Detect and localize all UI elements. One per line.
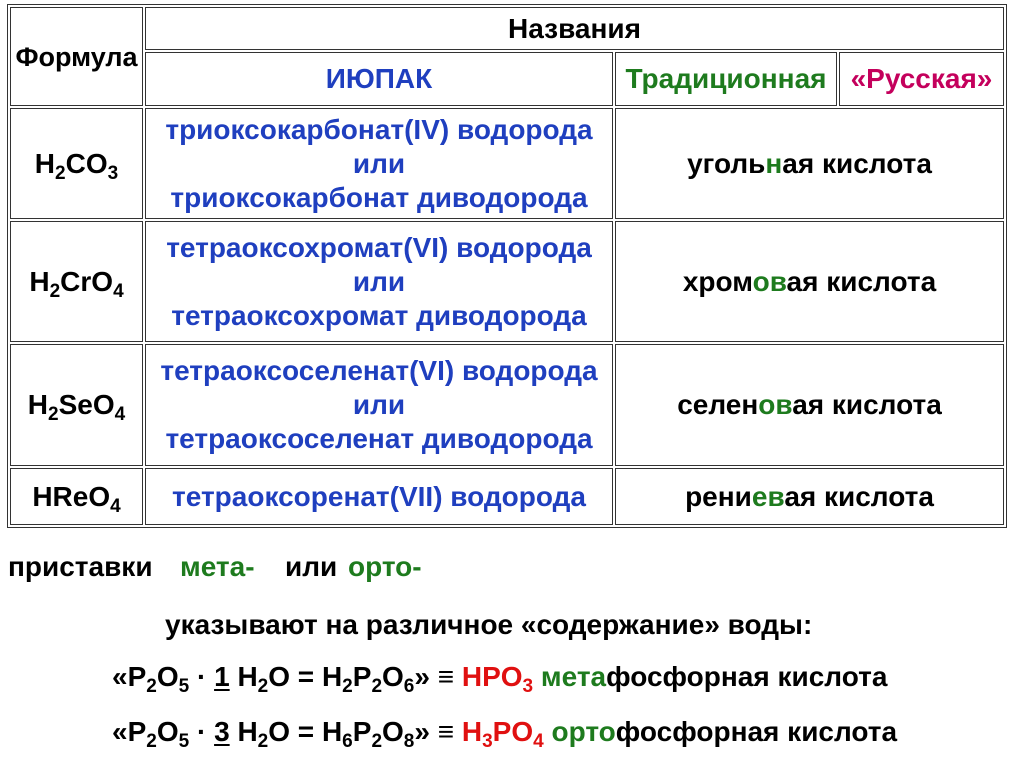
equation-text: O bbox=[156, 661, 179, 692]
iupac-name-line: тетраоксоселенат диводорода bbox=[165, 423, 593, 454]
equation-text: «P bbox=[112, 716, 147, 747]
equation-subscript: 2 bbox=[257, 676, 269, 697]
traditional-name-cell bbox=[615, 468, 1004, 525]
iupac-name-line: тетраоксохромат(VI) водорода bbox=[166, 231, 592, 263]
formula-subscript: 4 bbox=[113, 280, 124, 302]
acid-formula-subscript: 4 bbox=[533, 731, 544, 752]
water-coefficient: 1 bbox=[214, 661, 230, 692]
iupac-name-line: или bbox=[352, 389, 406, 420]
equation-text: O bbox=[382, 661, 404, 692]
acid-formula-part: H bbox=[461, 716, 483, 747]
iupac-name-line: или bbox=[352, 265, 406, 297]
equation-text: H bbox=[237, 661, 258, 692]
traditional-name bbox=[687, 147, 932, 181]
equation-subscript: 6 bbox=[403, 676, 415, 697]
table-row bbox=[8, 108, 1006, 219]
formula-cell bbox=[10, 344, 143, 466]
formula-text bbox=[27, 388, 126, 425]
formula-cell bbox=[10, 468, 143, 525]
formula-subscript: 2 bbox=[49, 280, 61, 302]
equation-subscript: 2 bbox=[257, 731, 269, 752]
table-row bbox=[8, 344, 1006, 466]
equation-subscript: 2 bbox=[146, 676, 157, 697]
explanation-text: указывают на различное «содержание» воды: bbox=[165, 609, 813, 640]
header-traditional bbox=[615, 52, 837, 106]
header-traditional-label: Традиционная bbox=[625, 63, 827, 94]
multiplication-dot: · bbox=[196, 661, 207, 692]
acid-prefix: мета bbox=[540, 661, 607, 692]
traditional-name-root: хром bbox=[682, 265, 753, 297]
formula-cell bbox=[10, 108, 143, 219]
table-header bbox=[8, 5, 1006, 108]
equation-text: » bbox=[414, 661, 430, 692]
header-iupac bbox=[145, 52, 613, 106]
identity-symbol: ≡ bbox=[437, 716, 455, 747]
equation-subscript: 2 bbox=[146, 731, 157, 752]
iupac-name-cell bbox=[145, 468, 613, 525]
equation-subscript: 5 bbox=[178, 676, 190, 697]
traditional-name-suffix: ев bbox=[751, 480, 785, 512]
iupac-name-line: тетраоксоселенат(VI) водорода bbox=[160, 355, 598, 386]
nomenclature-table bbox=[7, 4, 1007, 528]
traditional-name-root: рени bbox=[685, 480, 752, 512]
traditional-name-cell bbox=[615, 344, 1004, 466]
equation-text: O = H bbox=[268, 716, 343, 747]
traditional-name-root: уголь bbox=[687, 147, 766, 179]
traditional-name-cell bbox=[615, 108, 1004, 219]
traditional-name-suffix: ов bbox=[758, 389, 793, 420]
acid-formula-subscript: 3 bbox=[522, 676, 534, 697]
formula-subscript: 4 bbox=[110, 495, 121, 517]
formula-part: H bbox=[34, 147, 56, 179]
traditional-name-root: селен bbox=[677, 389, 759, 420]
prefix-or: или bbox=[285, 551, 338, 582]
header-russian-label: «Русская» bbox=[850, 63, 993, 94]
formula-subscript: 2 bbox=[55, 162, 66, 184]
formula-text bbox=[29, 265, 124, 302]
acid-formula bbox=[461, 661, 534, 697]
traditional-name-suffix: н bbox=[765, 147, 783, 179]
prefix-ortho: орто- bbox=[348, 551, 422, 582]
equation-text: O = H bbox=[268, 661, 343, 692]
equation-subscript: 6 bbox=[342, 731, 353, 752]
acid-formula-subscript: 3 bbox=[482, 731, 493, 752]
iupac-name-line: тетраоксоренат(VII) водорода bbox=[172, 480, 586, 512]
table-row bbox=[8, 468, 1006, 525]
acid-prefix: орто bbox=[551, 716, 616, 747]
formula-cell bbox=[10, 221, 143, 342]
table-row bbox=[8, 221, 1006, 342]
formula-subscript: 2 bbox=[48, 404, 59, 425]
equation-text: » bbox=[414, 716, 430, 747]
acid-name: фосфорная кислота bbox=[606, 661, 888, 692]
equation-text: P bbox=[352, 716, 372, 747]
multiplication-dot: · bbox=[196, 716, 207, 747]
iupac-name-cell bbox=[145, 108, 613, 219]
water-coefficient: 3 bbox=[214, 716, 230, 747]
formula-part: CO bbox=[65, 147, 108, 179]
formula-part: H bbox=[29, 265, 50, 297]
acid-name: фосфорная кислота bbox=[615, 716, 898, 747]
traditional-name bbox=[683, 265, 936, 299]
acid-formula-part: PO bbox=[492, 716, 534, 747]
iupac-name-cell bbox=[145, 344, 613, 466]
equation-text: P bbox=[352, 661, 372, 692]
acid-formula bbox=[461, 716, 544, 752]
header-names bbox=[145, 7, 1004, 50]
acid-formula-part: HPO bbox=[461, 661, 523, 692]
equation-text: O bbox=[156, 716, 179, 747]
iupac-name-line: тетраоксохромат диводорода bbox=[171, 299, 587, 331]
iupac-name-line: или bbox=[352, 147, 406, 179]
header-russian bbox=[839, 52, 1004, 106]
formula-part: HReO bbox=[32, 480, 111, 512]
prefix-meta: мета- bbox=[180, 551, 255, 582]
equation-subscript: 2 bbox=[371, 676, 383, 697]
formula-part: SeO bbox=[58, 389, 115, 420]
traditional-name-ending: ая кислота bbox=[786, 265, 937, 297]
header-iupac-label: ИЮПАК bbox=[325, 63, 433, 94]
formula-part: H bbox=[27, 389, 49, 420]
header-formula-label: Формула bbox=[15, 41, 138, 72]
prefix-label: приставки bbox=[8, 551, 153, 582]
equation-subscript: 8 bbox=[403, 731, 415, 752]
equation-text: O bbox=[382, 716, 404, 747]
iupac-name-line: триоксокарбонат(IV) водорода bbox=[165, 113, 593, 145]
identity-symbol: ≡ bbox=[437, 661, 455, 692]
formula-subscript: 3 bbox=[107, 162, 119, 184]
equation-subscript: 2 bbox=[342, 676, 353, 697]
traditional-name-ending: ая кислота bbox=[784, 480, 934, 512]
traditional-name-ending: ая кислота bbox=[782, 147, 932, 179]
formula-text bbox=[34, 147, 119, 184]
equation-subscript: 2 bbox=[371, 731, 383, 752]
header-names-label: Названия bbox=[508, 12, 641, 44]
iupac-name-line: триоксокарбонат диводорода bbox=[170, 181, 588, 213]
traditional-name-cell bbox=[615, 221, 1004, 342]
traditional-name bbox=[685, 480, 934, 514]
header-formula bbox=[10, 7, 143, 106]
equation-ortho bbox=[112, 715, 898, 752]
equation-meta bbox=[112, 660, 888, 697]
traditional-name bbox=[677, 388, 942, 422]
formula-subscript: 4 bbox=[114, 404, 126, 425]
equation-text: H bbox=[237, 716, 258, 747]
traditional-name-suffix: ов bbox=[752, 265, 787, 297]
traditional-name-ending: ая кислота bbox=[792, 389, 942, 420]
formula-text bbox=[32, 480, 121, 517]
equation-subscript: 5 bbox=[178, 731, 190, 752]
iupac-name-cell bbox=[145, 221, 613, 342]
equation-text: «P bbox=[112, 661, 147, 692]
formula-part: CrO bbox=[60, 265, 114, 297]
